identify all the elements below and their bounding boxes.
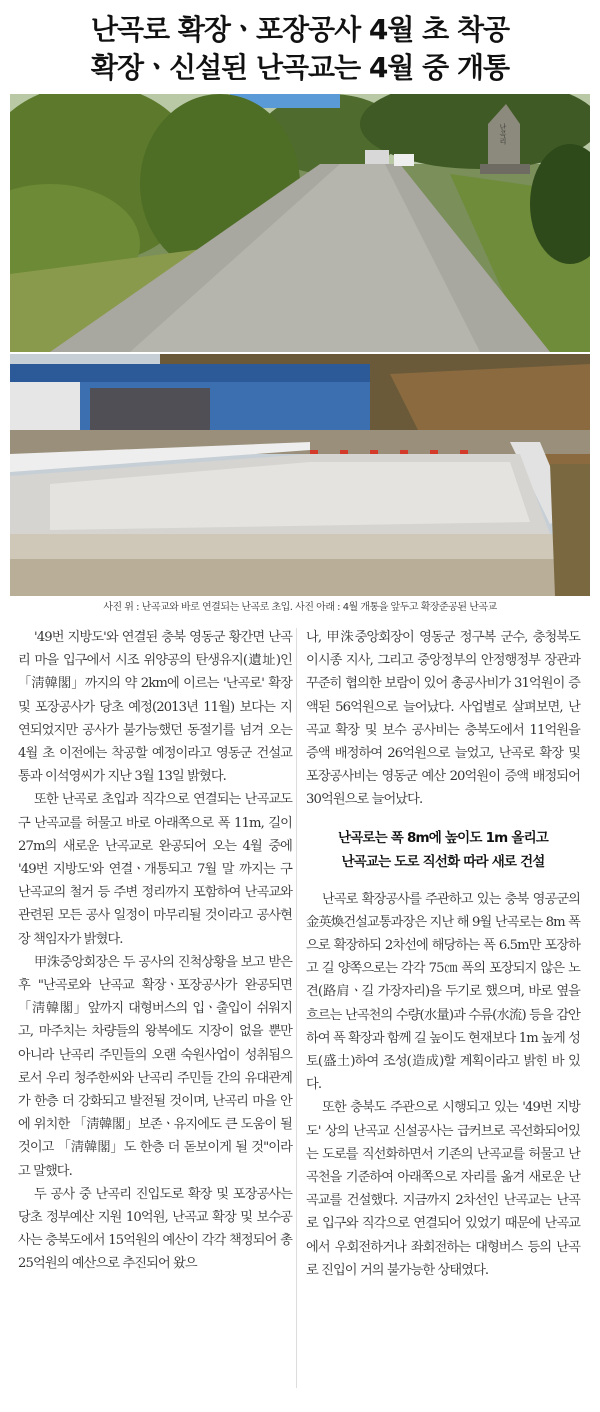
article-column-right <box>306 626 580 1282</box>
stone-sign-text: 난곡리 <box>499 123 507 145</box>
road-photo-drawing <box>10 94 590 352</box>
subheading-line-2: 난곡교는 도로 직선화 따라 새로 건설 <box>341 853 545 870</box>
paragraph: '49번 지방도'와 연결된 충북 영동군 황간면 난곡리 마을 입구에서 시조 위양공의 탄생유지(遺址)인 「淸韓閣」까지의 약 2km에 이르는 '난곡로' 확장 및 포장공사가 당초 예정(2013년 11월) 보다는 지연되었지만 공사가 불가능했던 동절기를 넘겨 오는 4월 초 이전에는 착공할 예정이라고 영동군 건설교통과 이석영씨가 지난 3월 13일 밝혔다. <box>18 630 292 785</box>
paragraph: 난곡로 확장공사를 주관하고 있는 충북 영공군의 金英煥건설교통과장은 지난 해 9월 난곡로는 8m 폭으로 확장하되 2차선에 해당하는 폭 6.5m만 포장하고 길 양쪽으로는 각각 75㎝ 폭의 포장되지 않은 노견(路肩ㆍ길 가장자리)을 두기로 했으며, 바로 옆을 흐르는 난곡천의 수량(水量)과 수류(水流) 등을 감안하여 폭 확장과 함께 길 높이도 현재보다 1m 높게 성토(盛土)하여 조성(造成)할 계획이라고 밝힌 바 있다. <box>306 891 580 1093</box>
column-divider <box>296 628 297 1388</box>
article-column-left <box>18 626 292 1276</box>
bridge-photo-drawing <box>10 354 590 596</box>
photo-new-bridge <box>10 354 590 596</box>
paragraph: 또한 난곡로 초입과 직각으로 연결되는 난곡교도 구 난곡교를 허물고 바로 아래쪽으로 폭 11m, 길이 27m의 새로운 난곡교로 완공되어 오는 4월 중에 '49번 지방도'와 연결ㆍ개통되고 7월 말 까지는 구 난곡교의 철거 등 주변 정리까지 포함하여 난곡교와 관련된 모든 공사 일정이 마무리될 것이라고 공사현장 책임자가 밝혔다. <box>18 792 292 947</box>
subheading <box>306 826 580 874</box>
photo-caption: 사진 위 : 난곡교와 바로 연결되는 난곡로 초입. 사진 아래 : 4월 개통을 앞두고 확장준공된 난곡교 <box>103 602 497 613</box>
headline-line-2: 확장ㆍ신설된 난곡교는 4월 중 개통 <box>90 51 510 84</box>
paragraph-continued: 나, 甲洙중앙회장이 영동군 정구복 군수, 충청북도 이시종 지사, 그리고 중앙정부의 안정행정부 장관과 꾸준히 협의한 보람이 있어 총공사비가 31억원이 증액된 56억원으로 늘어났다. 사업별로 살펴보면, 난곡교 확장 및 보수 공사비는 충북도에서 11억원을 증액 배정하여 26억원으로 늘었고, 난곡로 확장 및 포장공사비는 영동군 예산 20억원이 증액 배정되어 30억원으로 늘어났다. <box>306 630 580 808</box>
paragraph: 또한 충북도 주관으로 시행되고 있는 '49번 지방도' 상의 난곡교 신설공사는 급커브로 곡선화되어있는 도로를 직선화하면서 기존의 난곡교를 허물고 난곡천을 기준하여 아래쪽으로 자리를 옮겨 새로운 난곡교를 건설했다. 지금까지 2차선인 난곡교는 난곡로 입구와 직각으로 연결되어 있었기 때문에 난곡교에서 우회전하거나 좌회전하는 대형버스 등의 난곡로 진입이 거의 불가능한 상태였다. <box>306 1100 580 1278</box>
headline-line-1: 난곡로 확장ㆍ포장공사 4월 초 착공 <box>90 13 510 46</box>
paragraph: 두 공사 중 난곡리 진입도로 확장 및 포장공사는 당초 정부예산 지원 10억원, 난곡교 확장 및 보수공사는 충북도에서 15억원의 예산이 각각 책정되어 총 25억원의 예산으로 추진되어 왔으 <box>18 1186 292 1272</box>
paragraph: 甲洙중앙회장은 두 공사의 진척상황을 보고 받은 후 "난곡로와 난곡교 확장ㆍ포장공사가 완공되면 「淸韓閣」앞까지 대형버스의 입ㆍ출입이 쉬워지고, 마주치는 차량들의 왕복에도 지장이 없을 뿐만 아니라 난곡리 주민들의 오랜 숙원사업이 성취됨으로서 우리 청주한씨와 난곡리 주민들 간의 유대관계가 한층 더 강화되고 발전될 것이며, 난곡리 마을 안에 위치한 「淸韓閣」보존ㆍ유지에도 큰 도움이 될 것이고 「淸韓閣」도 한층 더 돋보이게 될 것"이라고 말했다. <box>18 954 292 1179</box>
photo-road-entrance <box>10 94 590 352</box>
subheading-line-1: 난곡로는 폭 8m에 높이도 1m 올리고 <box>337 829 549 846</box>
